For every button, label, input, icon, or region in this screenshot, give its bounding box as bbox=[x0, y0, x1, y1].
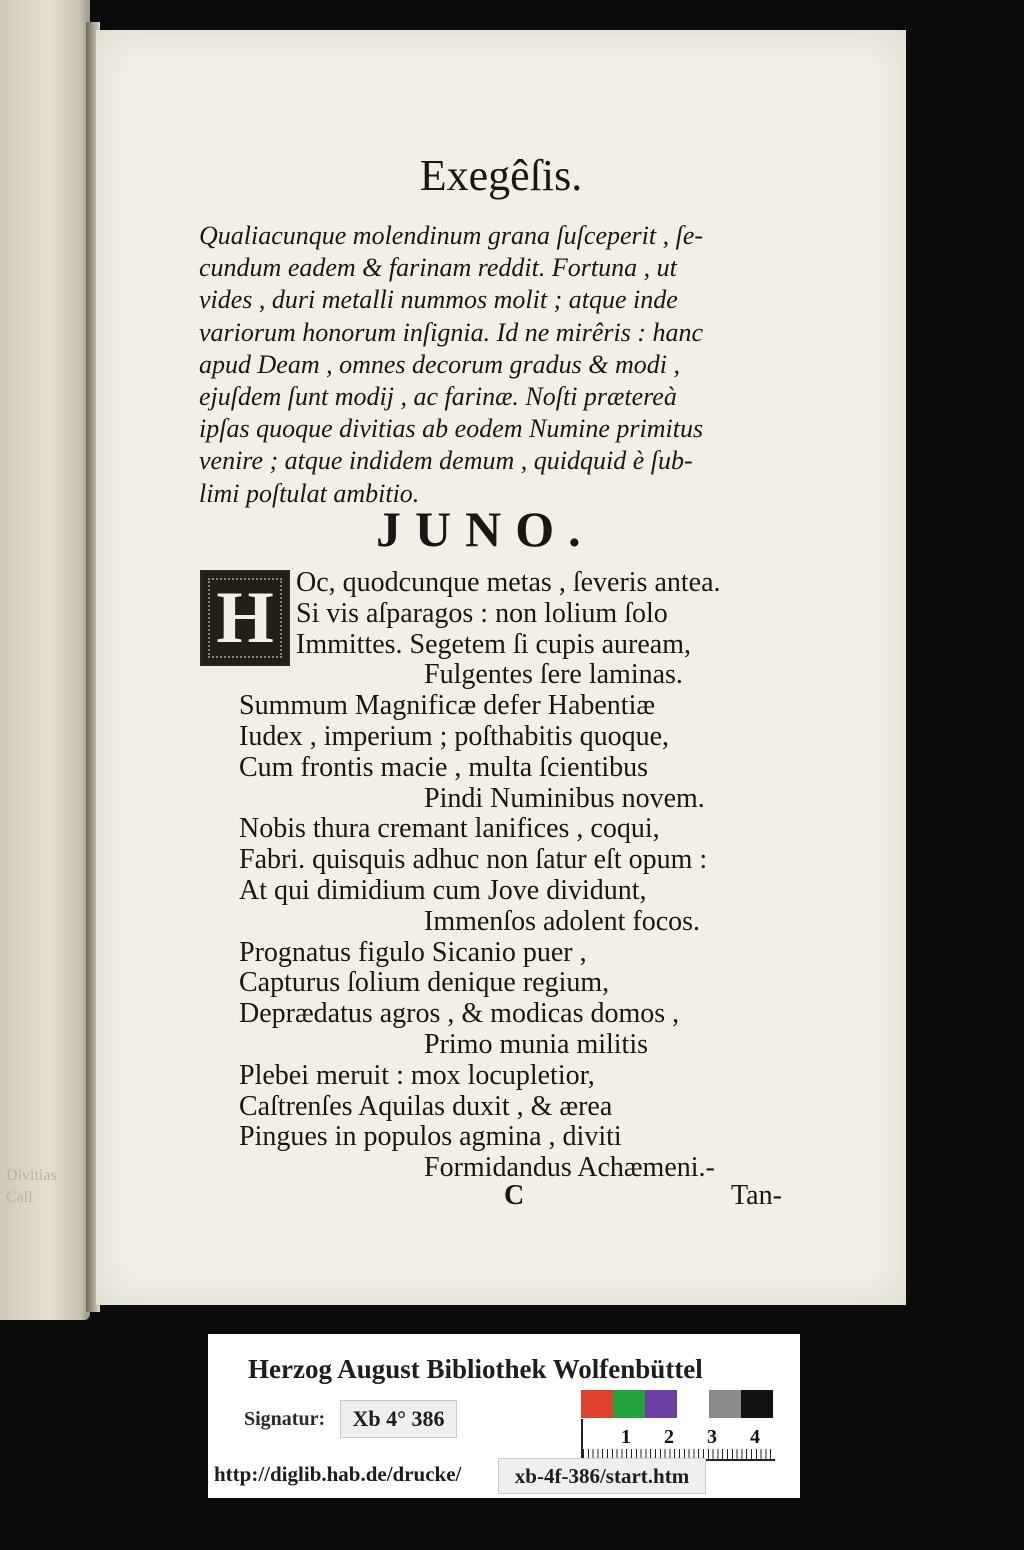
poem-line: Cum frontis macie , multa ſcientibus bbox=[239, 751, 649, 783]
poem-line: Fabri. quisquis adhuc non ſatur eſt opum : bbox=[239, 844, 708, 876]
color-patch bbox=[677, 1390, 709, 1418]
scale-ruler bbox=[581, 1419, 775, 1461]
poem-line: Plebei meruit : mox locupletior, bbox=[239, 1059, 595, 1091]
exegesis-line: vides , duri metalli nummos molit ; atque inde bbox=[199, 285, 678, 315]
poem-line: Deprædatus agros , & modicas domos , bbox=[239, 998, 680, 1030]
url-prefix[interactable]: http://diglib.hab.de/drucke/ bbox=[214, 1462, 462, 1486]
ruler-number: 4 bbox=[750, 1426, 760, 1448]
exegesis-line: variorum honorum inſignia. Id ne mirêris : hanc bbox=[199, 317, 704, 347]
exegesis-line: apud Deam , omnes decorum gradus & modi , bbox=[199, 349, 680, 379]
exegesis-paragraph bbox=[199, 220, 899, 510]
poem-line: Summum Magnificæ defer Habentiæ bbox=[239, 690, 656, 722]
exegesis-line: venire ; atque indidem demum , quidquid è ſub- bbox=[199, 446, 693, 476]
poem-line: Iudex , imperium ; poſthabitis quoque, bbox=[239, 720, 670, 752]
ruler-number: 2 bbox=[664, 1426, 674, 1448]
signatur-label: Signatur: bbox=[244, 1408, 326, 1430]
poem-verse bbox=[239, 568, 879, 1184]
library-name: Herzog August Bibliothek Wolfenbüttel bbox=[248, 1354, 703, 1384]
ruler-number: 3 bbox=[707, 1426, 717, 1448]
url-suffix[interactable]: xb-4f-386/start.htm bbox=[498, 1458, 706, 1494]
poem-line: Caſtrenſes Aquilas duxit , & ærea bbox=[239, 1090, 613, 1122]
poem-line: Capturus ſolium denique regium, bbox=[239, 967, 610, 999]
color-patch bbox=[741, 1390, 773, 1418]
poem-line: Si vis aſparagos : non lolium ſolo bbox=[296, 597, 668, 629]
exegesis-line: limi poſtulat ambitio. bbox=[199, 478, 420, 508]
book-page bbox=[96, 30, 906, 1305]
poem-line: Immenſos adolent focos. bbox=[424, 905, 701, 937]
catchword: Tan- bbox=[731, 1180, 782, 1211]
color-patch bbox=[645, 1390, 677, 1418]
poem-line: Immittes. Segetem ſi cupis auream, bbox=[296, 628, 692, 660]
signatur-value: Xb 4° 386 bbox=[340, 1400, 457, 1438]
page-heading: Exegêſis. bbox=[419, 151, 583, 200]
poem-line: Oc, quodcunque metas , ſeveris antea. bbox=[296, 567, 721, 598]
poem-line: Formidandus Achæmeni.- bbox=[424, 1152, 715, 1184]
poem-line: Primo munia militis bbox=[424, 1028, 649, 1060]
facing-page-edge bbox=[0, 0, 90, 1320]
exegesis-line: ejuſdem ſunt modij , ac farinæ. Noſti prætereà bbox=[199, 382, 677, 412]
section-title: JUNO. bbox=[376, 501, 595, 557]
poem-line: At qui dimidium cum Jove dividunt, bbox=[239, 874, 647, 906]
exegesis-line: ipſas quoque divitias ab eodem Numine primitus bbox=[199, 414, 704, 444]
exegesis-line: cundum eadem & farinam reddit. Fortuna , ut bbox=[199, 253, 677, 283]
color-calibration-strip bbox=[581, 1390, 773, 1418]
poem-line: Nobis thura cremant lanifices , coqui, bbox=[239, 813, 660, 845]
color-patch bbox=[709, 1390, 741, 1418]
poem-line: Pingues in populos agmina , diviti bbox=[239, 1121, 622, 1153]
color-patch bbox=[581, 1390, 613, 1418]
poem-line: Fulgentes ſere laminas. bbox=[424, 659, 683, 691]
color-patch bbox=[613, 1390, 645, 1418]
poem-line: Pindi Numinibus novem. bbox=[424, 782, 705, 814]
ruler-number: 1 bbox=[621, 1426, 631, 1448]
signature-mark: C bbox=[504, 1180, 525, 1211]
library-label bbox=[208, 1334, 800, 1498]
exegesis-line: Qualiacunque molendinum grana ſuſceperit , ſe- bbox=[199, 221, 704, 250]
facing-page-bleed-text: Divitias Call bbox=[6, 1167, 57, 1206]
poem-line: Prognatus figulo Sicanio puer , bbox=[239, 936, 587, 968]
initial-letter: H bbox=[216, 576, 274, 659]
